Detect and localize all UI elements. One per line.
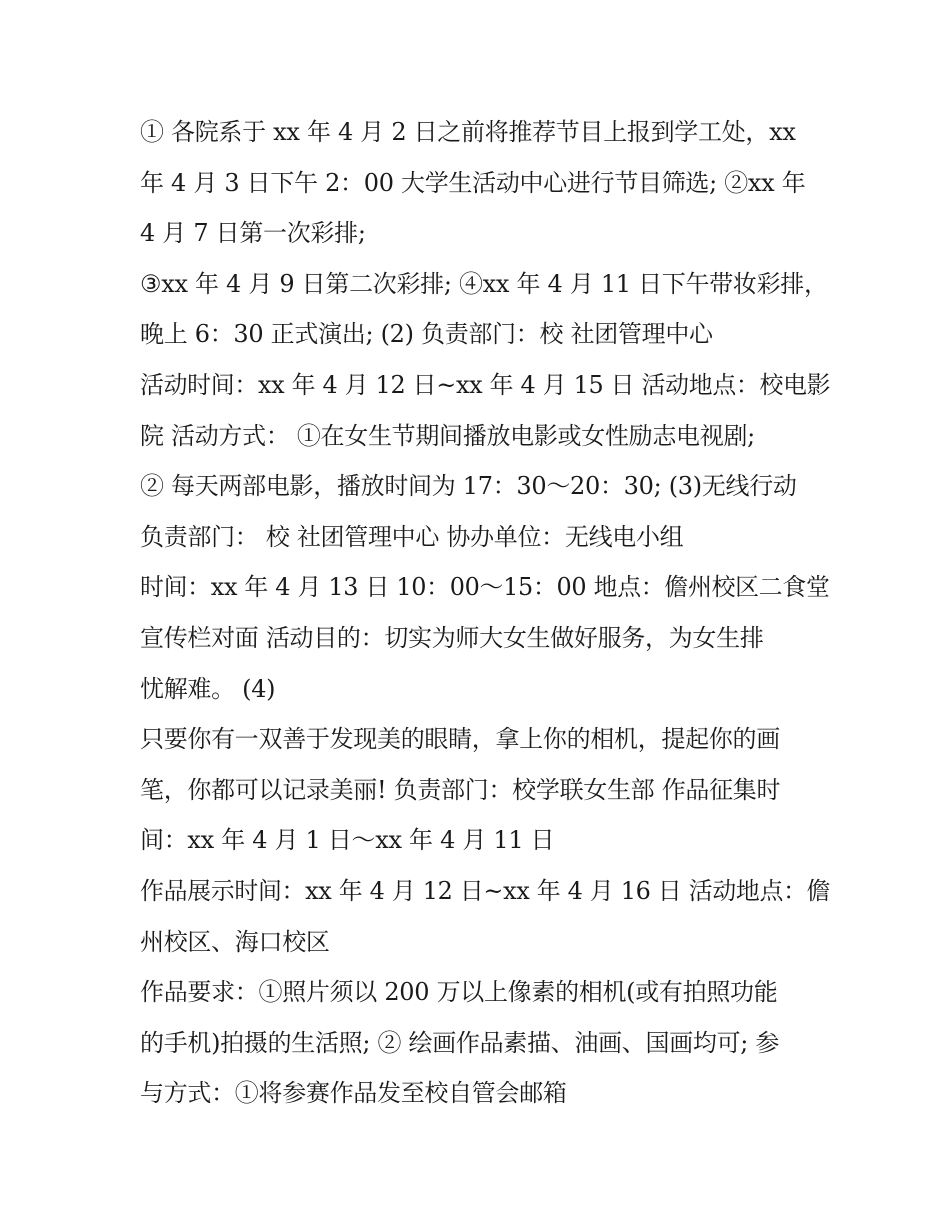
text-line: 负责部门： 校 社团管理中心 协办单位：无线电小组 [140,522,684,551]
text-line: 笔，你都可以记录美丽! 负责部门：校学联女生部 作品征集时 [140,775,781,804]
text-line: ③xx 年 4 月 9 日第二次彩排; ④xx 年 4 月 11 日下午带妆彩排， [140,269,828,298]
text-line: 晚上 6：30 正式演出; (2) 负责部门：校 社团管理中心 [140,320,713,349]
text-line: 的手机)拍摄的生活照; ② 绘画作品素描、油画、国画均可; 参 [140,1028,780,1057]
text-line: 宣传栏对面 活动目的：切实为师大女生做好服务，为女生排 [140,623,764,652]
text-line: 院 活动方式： ①在女生节期间播放电影或女性励志电视剧; [140,421,755,450]
text-line: 州校区、海口校区 [140,927,330,956]
text-line: ② 每天两部电影，播放时间为 17：30～20：30; (3)无线行动 [140,472,797,501]
text-line: 活动时间：xx 年 4 月 12 日~xx 年 4 月 15 日 活动地点：校电影 [140,370,831,399]
text-line: 年 4 月 3 日下午 2：00 大学生活动中心进行节目筛选; ②xx 年 [140,168,806,197]
text-line: 4 月 7 日第一次彩排; [140,219,366,248]
text-line: ① 各院系于 xx 年 4 月 2 日之前将推荐节目上报到学工处，xx [140,118,796,146]
document-body [140,107,831,1119]
text-line: 时间：xx 年 4 月 13 日 10：00～15：00 地点：儋州校区二食堂 [140,573,830,602]
text-line: 忧解难。 (4) [140,674,276,703]
text-line: 间：xx 年 4 月 1 日～xx 年 4 月 11 日 [140,826,555,855]
text-line: 与方式：①将参赛作品发至校自管会邮箱 [140,1079,567,1108]
text-line: 作品展示时间：xx 年 4 月 12 日~xx 年 4 月 16 日 活动地点：儋 [140,876,831,905]
text-line: 作品要求：①照片须以 200 万以上像素的相机(或有拍照功能 [140,978,778,1007]
text-line: 只要你有一双善于发现美的眼睛，拿上你的相机，提起你的画 [140,725,780,754]
